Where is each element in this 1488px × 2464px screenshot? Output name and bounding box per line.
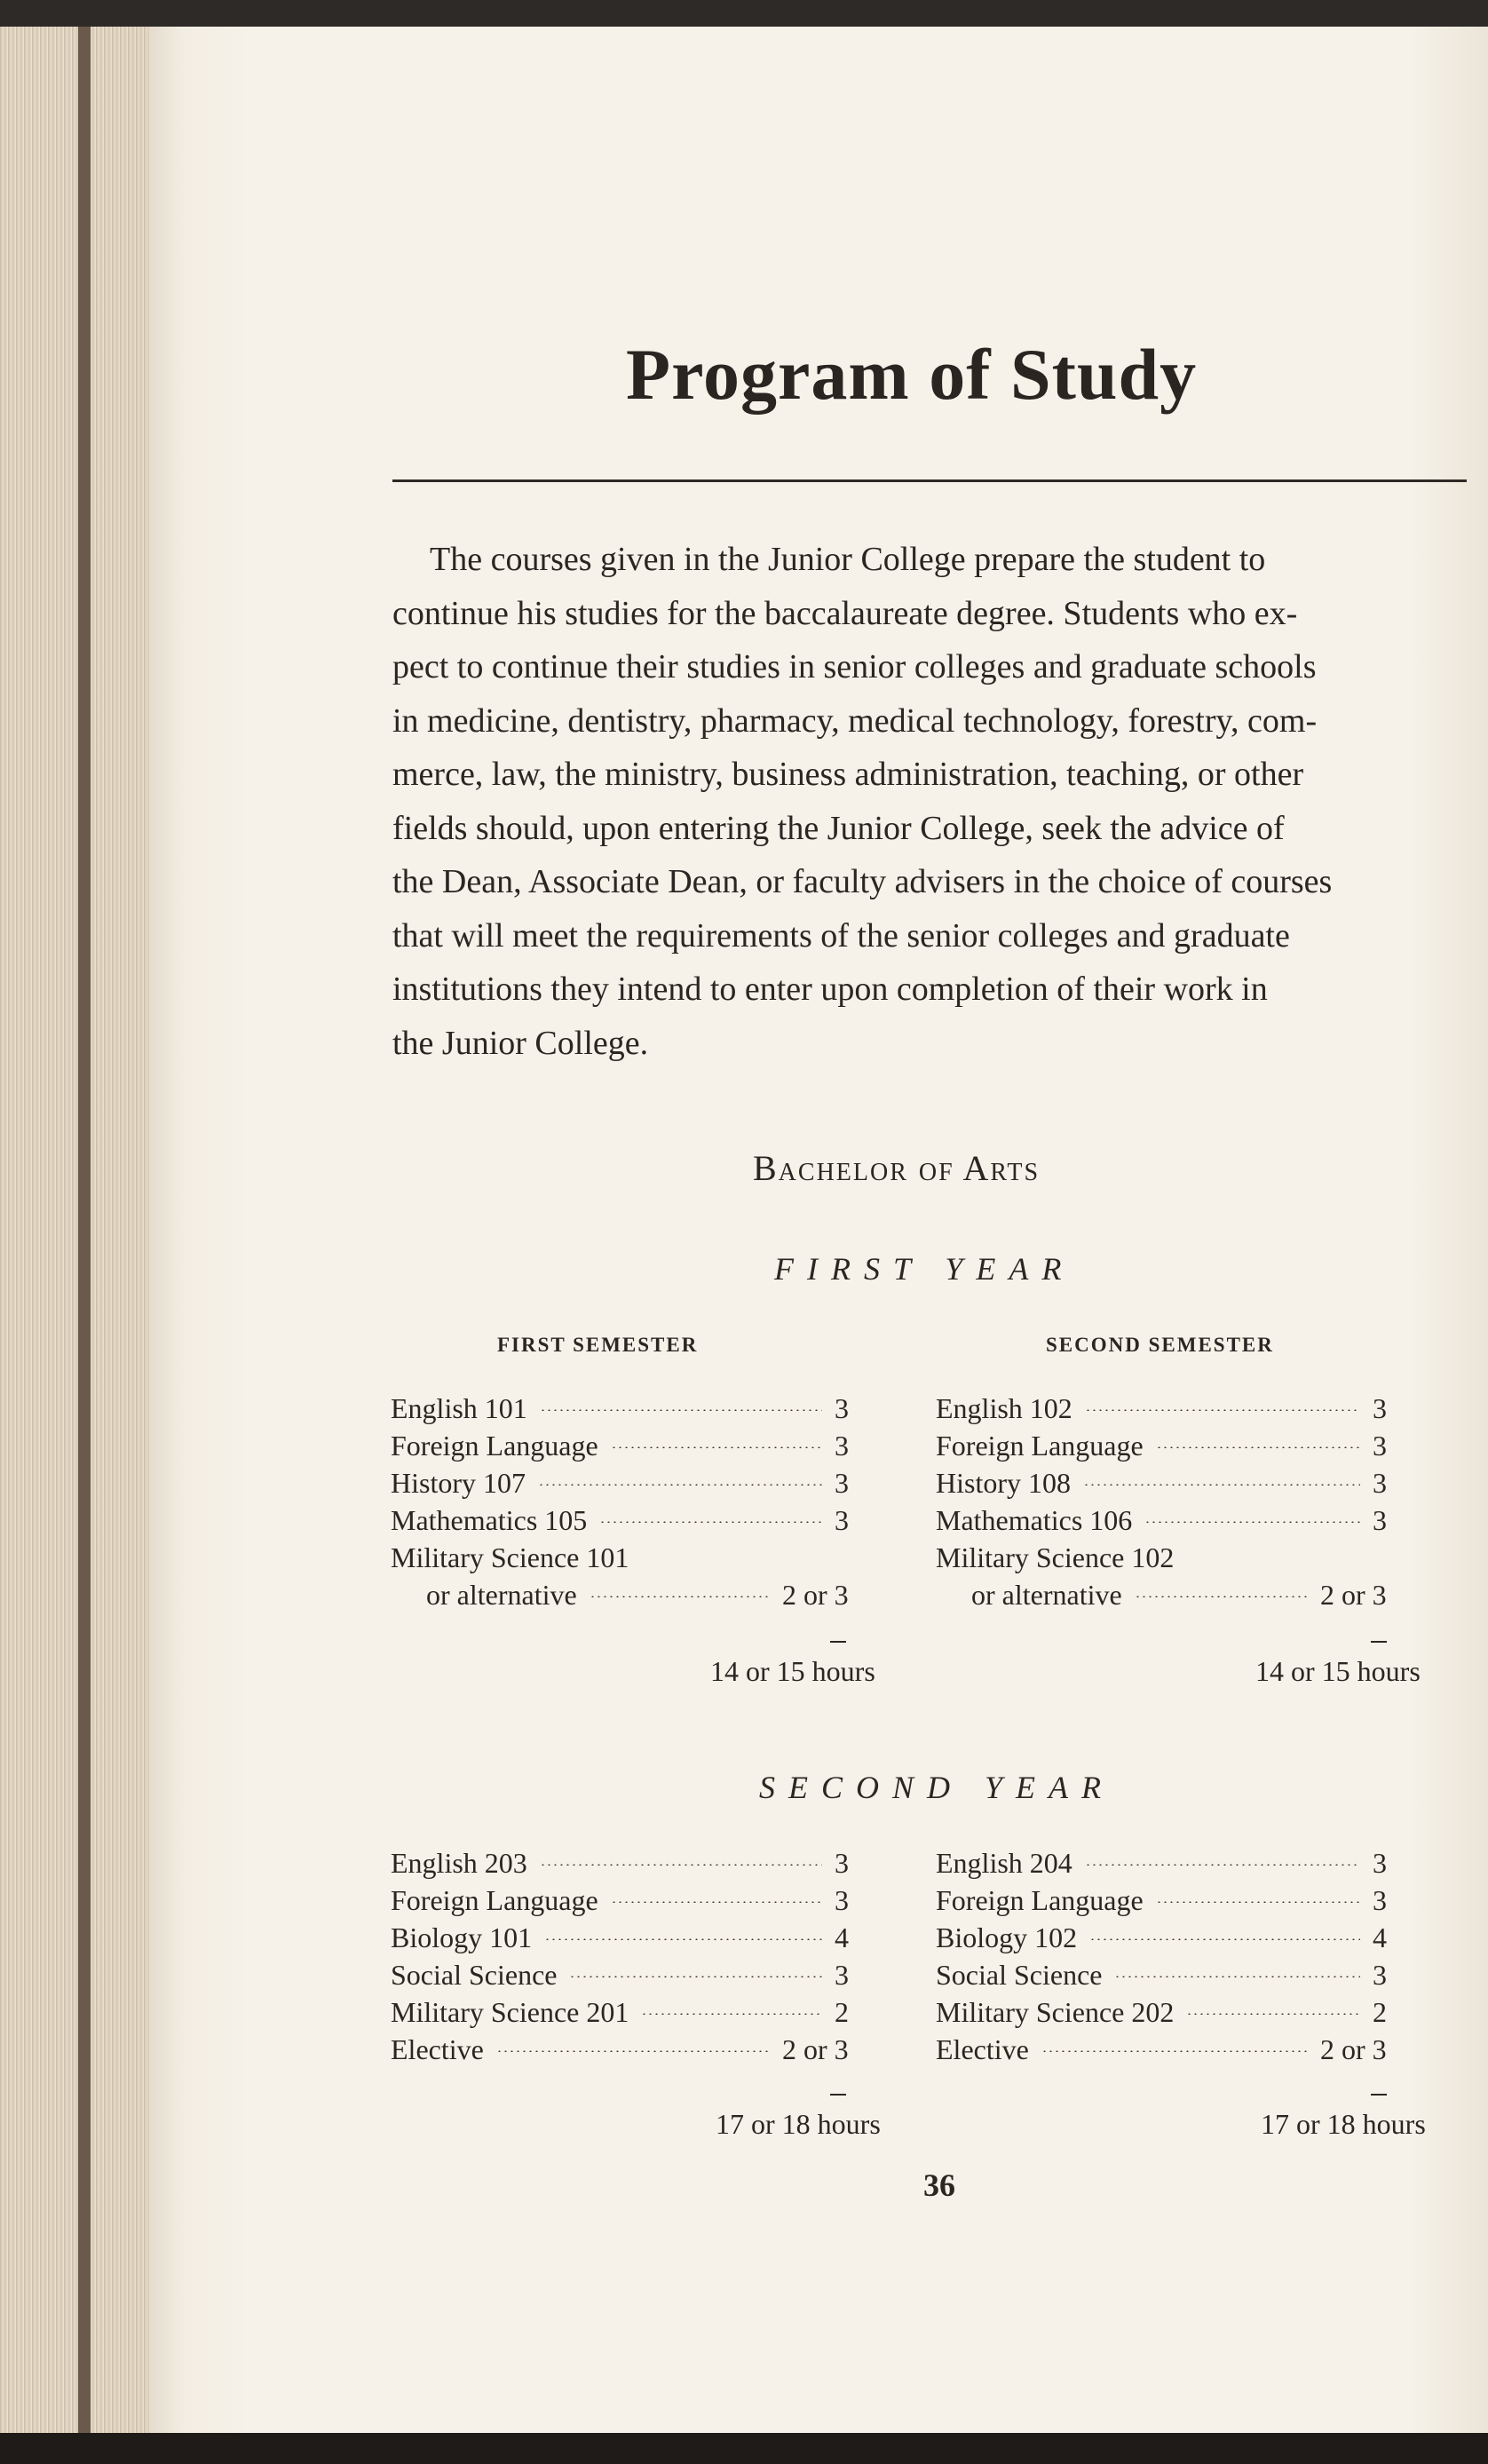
course-hours: 3: [835, 1430, 849, 1462]
course-hours: 3: [1373, 1504, 1387, 1536]
total-rule: [1371, 2094, 1387, 2096]
course-name: Military Science 101: [391, 1541, 629, 1573]
second-semester-heading: SECOND SEMESTER: [1046, 1334, 1274, 1356]
course-hours: 2 or 3: [782, 1579, 849, 1611]
dot-leader: [544, 1938, 822, 1940]
course-row: [936, 1501, 1387, 1539]
course-hours: 3: [1373, 1847, 1387, 1879]
scan-bottom-edge: [0, 2433, 1488, 2464]
first-semester-heading: FIRST SEMESTER: [497, 1334, 699, 1356]
dot-leader: [611, 1446, 822, 1448]
course-name: Mathematics 106: [936, 1504, 1133, 1536]
dot-leader: [641, 2013, 822, 2015]
course-name: Social Science: [391, 1959, 558, 1991]
course-hours: 3: [835, 1847, 849, 1879]
course-name: Military Science 202: [936, 1996, 1175, 2028]
dot-leader: [1156, 1446, 1360, 1448]
course-name: English 102: [936, 1392, 1072, 1424]
course-row: [936, 1956, 1387, 1993]
course-name: Foreign Language: [936, 1430, 1144, 1462]
scan-top-edge: [0, 0, 1488, 27]
course-hours: 3: [835, 1504, 849, 1536]
page-title: Program of Study: [626, 334, 1198, 415]
dot-leader: [538, 1484, 822, 1486]
course-row: [391, 2031, 849, 2068]
course-hours: 3: [835, 1392, 849, 1424]
degree-heading: Bachelor of Arts: [753, 1148, 1041, 1188]
dot-leader: [1085, 1864, 1360, 1866]
intro-line: continue his studies for the baccalaureate degree. Students who ex-: [392, 594, 1298, 632]
course-row: [936, 1427, 1387, 1464]
total-rule: [830, 2094, 846, 2096]
course-row: [391, 1501, 849, 1539]
course-hours: 3: [1373, 1392, 1387, 1424]
course-name: Military Science 201: [391, 1996, 629, 2028]
dot-leader: [599, 1521, 822, 1523]
course-hours: 3: [835, 1467, 849, 1499]
second-year-first-semester-list: [391, 1844, 849, 2068]
course-name: or alternative: [426, 1579, 577, 1611]
course-hours: 4: [835, 1921, 849, 1953]
course-name: Elective: [391, 2033, 484, 2065]
first-year-second-semester-total: 14 or 15 hours: [1255, 1655, 1421, 1687]
dot-leader: [1089, 1938, 1360, 1940]
course-name: Social Science: [936, 1959, 1103, 1991]
second-year-heading: SECOND YEAR: [759, 1770, 1115, 1805]
course-row: [391, 1539, 849, 1576]
dot-leader: [540, 1864, 822, 1866]
course-row: [936, 1844, 1387, 1882]
course-row: [936, 1539, 1387, 1576]
book-binding: [78, 27, 91, 2442]
course-hours: 3: [1373, 1884, 1387, 1916]
course-row: [391, 1390, 849, 1427]
course-row: [936, 1464, 1387, 1501]
course-hours: 4: [1373, 1921, 1387, 1953]
dot-leader: [569, 1976, 822, 1977]
dot-leader: [1114, 1976, 1360, 1977]
course-hours: 2 or 3: [782, 2033, 849, 2065]
dot-leader: [611, 1901, 822, 1903]
first-year-first-semester-list: [391, 1390, 849, 1613]
course-row: [936, 1919, 1387, 1956]
course-name: Military Science 102: [936, 1541, 1175, 1573]
course-hours: 3: [1373, 1959, 1387, 1991]
course-row: [391, 1844, 849, 1882]
course-row: [391, 1427, 849, 1464]
course-hours: 3: [835, 1884, 849, 1916]
course-row: [936, 1993, 1387, 2031]
course-name: Elective: [936, 2033, 1029, 2065]
intro-line: in medicine, dentistry, pharmacy, medical technology, forestry, com-: [392, 701, 1318, 740]
course-name: History 107: [391, 1467, 526, 1499]
dot-leader: [1156, 1901, 1360, 1903]
course-hours: 2 or 3: [1320, 1579, 1387, 1611]
course-name: Mathematics 105: [391, 1504, 588, 1536]
first-year-first-semester-total: 14 or 15 hours: [710, 1655, 875, 1687]
second-year-second-semester-total: 17 or 18 hours: [1261, 2108, 1426, 2140]
course-hours: 2: [1373, 1996, 1387, 2028]
course-name: English 101: [391, 1392, 527, 1424]
course-row: [936, 1576, 1387, 1613]
total-rule: [830, 1641, 846, 1643]
dot-leader: [1041, 2050, 1308, 2052]
intro-line: institutions they intend to enter upon completion of their work in: [392, 971, 1268, 1008]
first-year-heading: FIRST YEAR: [774, 1251, 1075, 1287]
course-name: Biology 102: [936, 1921, 1078, 1953]
course-row: [936, 1882, 1387, 1919]
intro-line: that will meet the requirements of the senior colleges and graduate: [392, 916, 1290, 955]
dot-leader: [590, 1596, 770, 1597]
course-hours: 3: [835, 1959, 849, 1991]
course-row: [391, 1993, 849, 2031]
course-hours: 3: [1373, 1430, 1387, 1462]
second-year-first-semester-total: 17 or 18 hours: [716, 2108, 881, 2140]
course-hours: 2 or 3: [1320, 2033, 1387, 2065]
dot-leader: [496, 2050, 770, 2052]
intro-line: fields should, upon entering the Junior College, seek the advice of: [392, 809, 1285, 847]
dot-leader: [1135, 1596, 1308, 1597]
intro-line: The courses given in the Junior College prepare the student to: [430, 541, 1266, 578]
course-name: History 108: [936, 1467, 1071, 1499]
first-year-second-semester-list: [936, 1390, 1387, 1613]
course-name: English 203: [391, 1847, 527, 1879]
course-name: Biology 101: [391, 1921, 533, 1953]
intro-line: the Junior College.: [392, 1024, 649, 1062]
dot-leader: [1186, 2013, 1360, 2015]
second-year-second-semester-list: [936, 1844, 1387, 2068]
course-hours: 2: [835, 1996, 849, 2028]
course-name: English 204: [936, 1847, 1072, 1879]
course-row: [936, 2031, 1387, 2068]
intro-line: pect to continue their studies in senior colleges and graduate schools: [392, 648, 1317, 685]
course-name: Foreign Language: [391, 1884, 598, 1916]
intro-line: merce, law, the ministry, business administration, teaching, or other: [392, 756, 1304, 793]
course-row: [391, 1464, 849, 1501]
dot-leader: [1144, 1521, 1360, 1523]
dot-leader: [1083, 1484, 1360, 1486]
title-rule: [392, 479, 1467, 482]
intro-paragraph: [392, 533, 1467, 1070]
course-name: Foreign Language: [936, 1884, 1144, 1916]
course-hours: 3: [1373, 1467, 1387, 1499]
course-row: [936, 1390, 1387, 1427]
page-number: 36: [923, 2167, 955, 2203]
course-name: Foreign Language: [391, 1430, 598, 1462]
course-row: [391, 1882, 849, 1919]
dot-leader: [540, 1409, 822, 1411]
dot-leader: [1085, 1409, 1360, 1411]
total-rule: [1371, 1641, 1387, 1643]
course-name: or alternative: [971, 1579, 1122, 1611]
course-row: [391, 1576, 849, 1613]
course-row: [391, 1956, 849, 1993]
intro-line: the Dean, Associate Dean, or faculty advisers in the choice of courses: [392, 863, 1333, 900]
course-row: [391, 1919, 849, 1956]
